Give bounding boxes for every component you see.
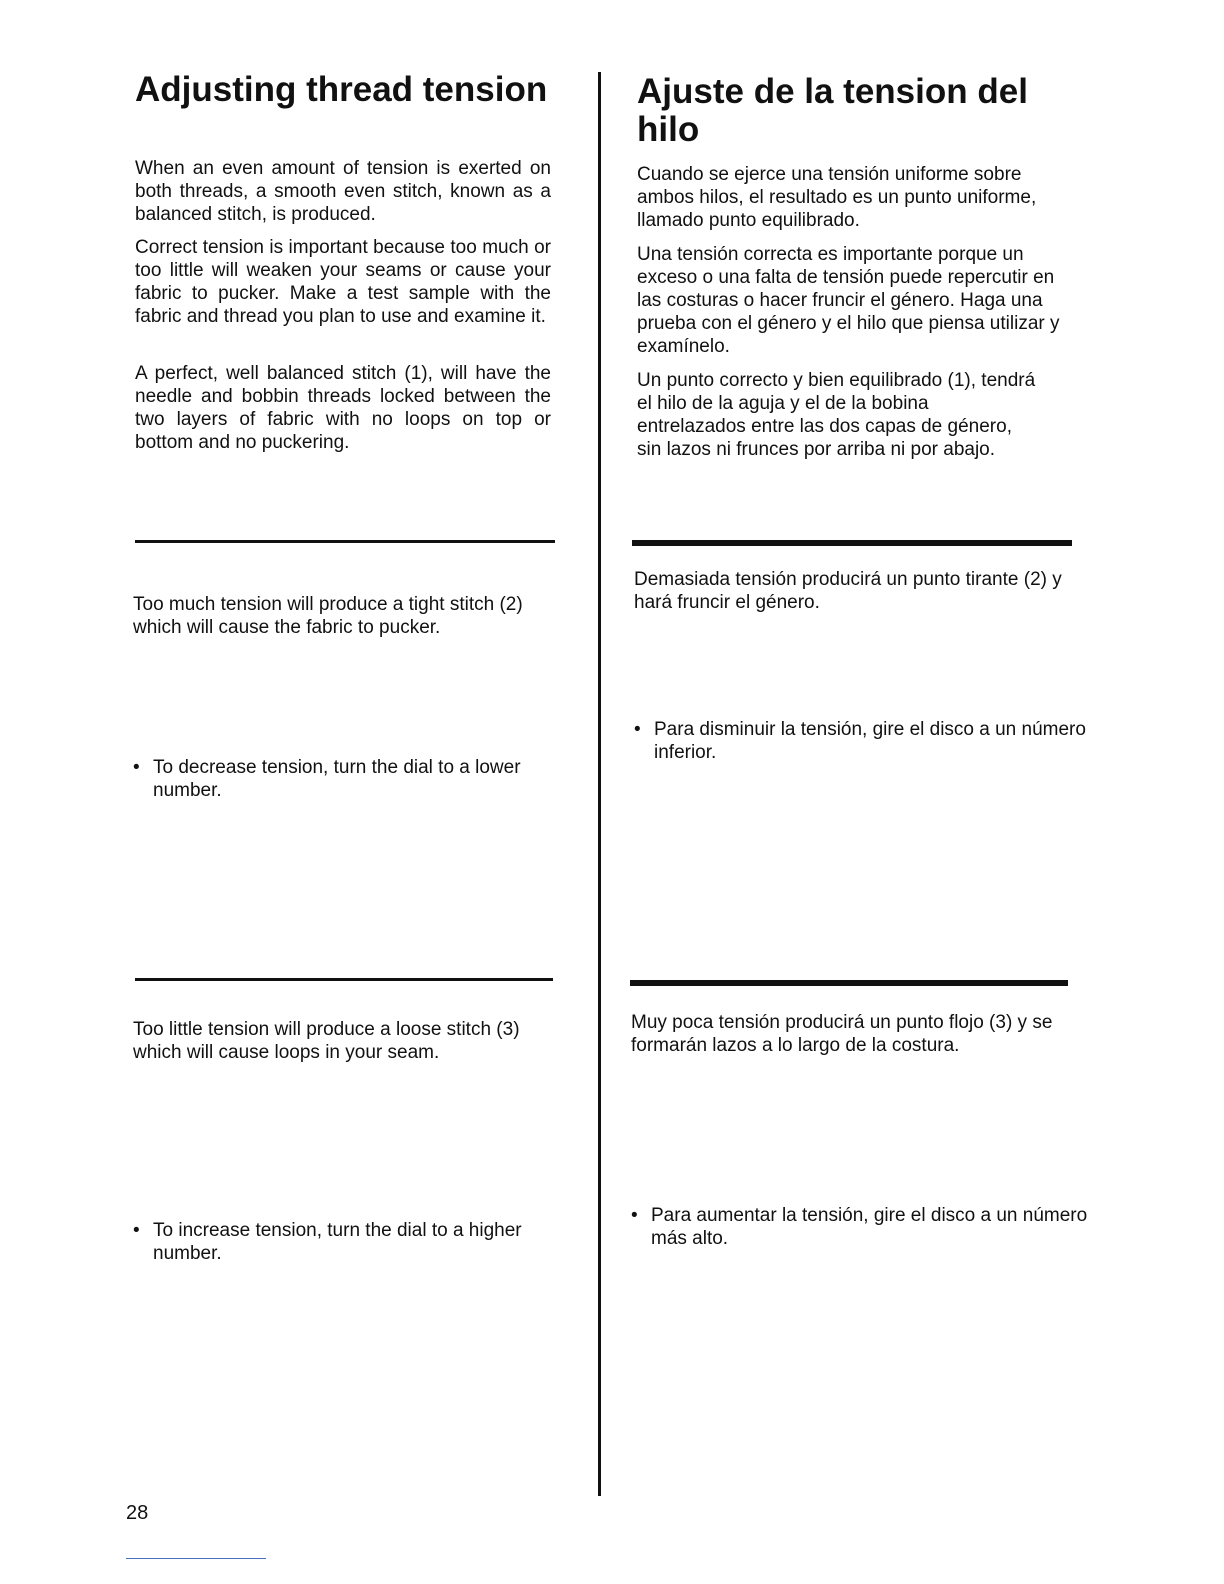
poca-tension-text-es: Muy poca tensión producirá un punto flojo (3) y se formarán lazos a lo largo de la costura. [631,1012,1053,1056]
intro-paragraph-1-en: When an even amount of tension is exerted on both threads, a smooth even stitch, known as a balanced stitch, is produced. [135,158,551,225]
intro-paragraph-3-es-line-4: sin lazos ni frunces por arriba ni por abajo. [637,439,996,460]
demasiada-tension-text-es: Demasiada tensión producirá un punto tirante (2) y hará fruncir el género. [634,569,1062,613]
decrease-tension-bullet-en [133,756,573,802]
intro-paragraph-3-es-line-3: entrelazados entre las dos capas de género, [637,416,1012,437]
page-title-es [637,73,1097,149]
bullet-icon: • [631,1205,638,1226]
bullet-icon: • [133,1220,140,1241]
decrease-tension-text-en: To decrease tension, turn the dial to a lower number. [153,757,521,801]
intro-paragraph-2-en: Correct tension is important because too much or too little will weaken your seams or cause your fabric to pucker. Make a test sample with the fabric and thread you plan to use and examine it. [135,237,551,327]
intro-paragraph-3-es-line-2: el hilo de la aguja y el de la bobina [637,393,929,414]
intro-paragraph-3-en: A perfect, well balanced stitch (1), will have the needle and bobbin threads locked between the two layers of fabric with no loops on top or bottom and no puckering. [135,363,551,453]
increase-tension-bullet-en [133,1219,573,1265]
intro-paragraph-3-es-line-1: Un punto correcto y bien equilibrado (1), tendrá [637,370,1036,391]
page-title-es-line-1: Ajuste de la tension del [637,72,1028,111]
bullet-icon: • [634,719,641,740]
bullet-icon: • [133,757,140,778]
page-title-es-line-2: hilo [637,110,700,149]
disminuir-tension-bullet-es [634,718,1094,764]
disminuir-tension-text-es: Para disminuir la tensión, gire el disco a un número inferior. [654,719,1086,763]
intro-paragraph-3-es [637,369,1082,461]
increase-tension-text-en: To increase tension, turn the dial to a higher number. [153,1220,522,1264]
aumentar-tension-text-es: Para aumentar la tensión, gire el disco a un número más alto. [651,1205,1088,1249]
page-number: 28 [126,1502,149,1524]
intro-paragraph-2-es: Una tensión correcta es importante porque un exceso o una falta de tensión puede repercutir en las costuras o hacer fruncir el género. Haga una prueba con el género y el hilo que piensa utilizar y examínelo. [637,244,1060,357]
page-title-en: Adjusting thread tension [135,70,548,109]
section-divider-en-1 [135,540,555,543]
section-divider-es-2 [630,980,1068,986]
too-little-tension-text-en: Too little tension will produce a loose stitch (3) which will cause loops in your seam. [133,1019,520,1063]
section-divider-es-1 [632,540,1072,546]
column-divider [598,72,601,1496]
intro-paragraph-1-es: Cuando se ejerce una tensión uniforme sobre ambos hilos, el resultado es un punto uniforme, llamado punto equilibrado. [637,164,1037,231]
footer-underline [126,1558,266,1559]
too-much-tension-text-en: Too much tension will produce a tight stitch (2) which will cause the fabric to pucker. [133,594,523,638]
section-divider-en-2 [135,978,553,981]
aumentar-tension-bullet-es [631,1204,1101,1250]
